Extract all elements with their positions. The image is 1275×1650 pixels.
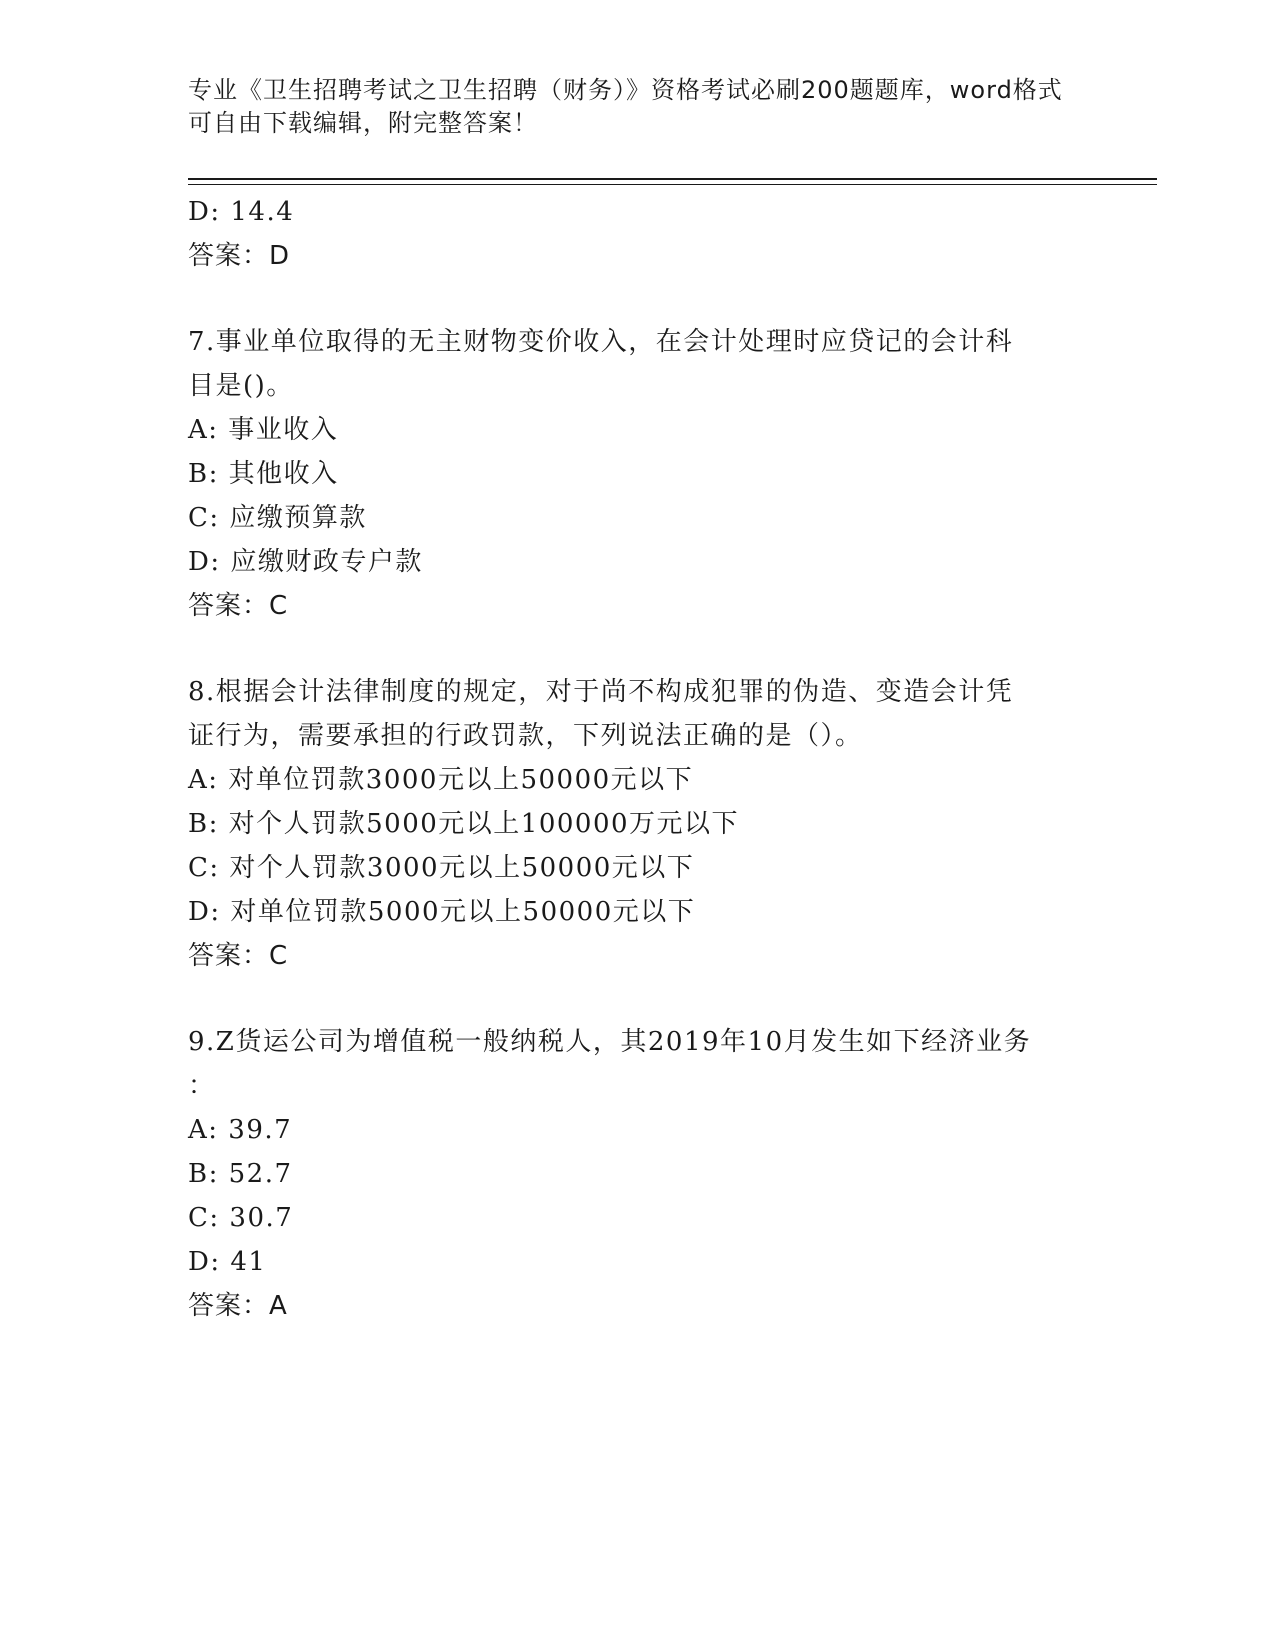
q8-text-line1: 8.根据会计法律制度的规定，对于尚不构成犯罪的伪造、变造会计凭 [188,677,1014,707]
q9-option-d: D: 41 [188,1247,267,1277]
q7-text-line1: 7.事业单位取得的无主财物变价收入，在会计处理时应贷记的会计科 [188,327,1014,357]
header-divider-thin [188,184,1157,185]
header-title-line2: 可自由下载编辑，附完整答案！ [188,109,538,137]
q9-text-line1: 9.Z货运公司为增值税一般纳税人，其2019年10月发生如下经济业务 [188,1027,1032,1057]
prev-option-d: D: 14.4 [188,197,295,227]
q9-option-c: C: 30.7 [188,1203,294,1233]
q8-text-line2: 证行为，需要承担的行政罚款，下列说法正确的是（）。 [188,721,863,751]
q8-option-d: D: 对单位罚款5000元以上50000元以下 [188,897,696,927]
q8-option-a: A: 对单位罚款3000元以上50000元以下 [188,765,694,795]
document-header [188,74,1088,140]
q9-option-a: A: 39.7 [188,1115,293,1145]
q7-option-b: B: 其他收入 [188,459,339,489]
q9-text-line2: ： [188,1071,216,1101]
q8-option-c: C: 对个人罚款3000元以上50000元以下 [188,853,695,883]
q7-text-line2: 目是()。 [188,371,294,401]
q8-answer: 答案：C [188,941,289,971]
q7-option-d: D: 应缴财政专户款 [188,547,423,577]
header-title-line1: 专业《卫生招聘考试之卫生招聘（财务）》资格考试必刷200题题库，word格式 [188,76,1063,104]
q9-answer: 答案：A [188,1291,288,1321]
q7-answer: 答案：C [188,591,289,621]
q7-option-c: C: 应缴预算款 [188,503,367,533]
q7-option-a: A: 事业收入 [188,415,339,445]
q8-option-b: B: 对个人罚款5000元以上100000万元以下 [188,809,740,839]
prev-answer: 答案：D [188,241,291,271]
q9-option-b: B: 52.7 [188,1159,293,1189]
header-divider-thick [188,178,1157,180]
